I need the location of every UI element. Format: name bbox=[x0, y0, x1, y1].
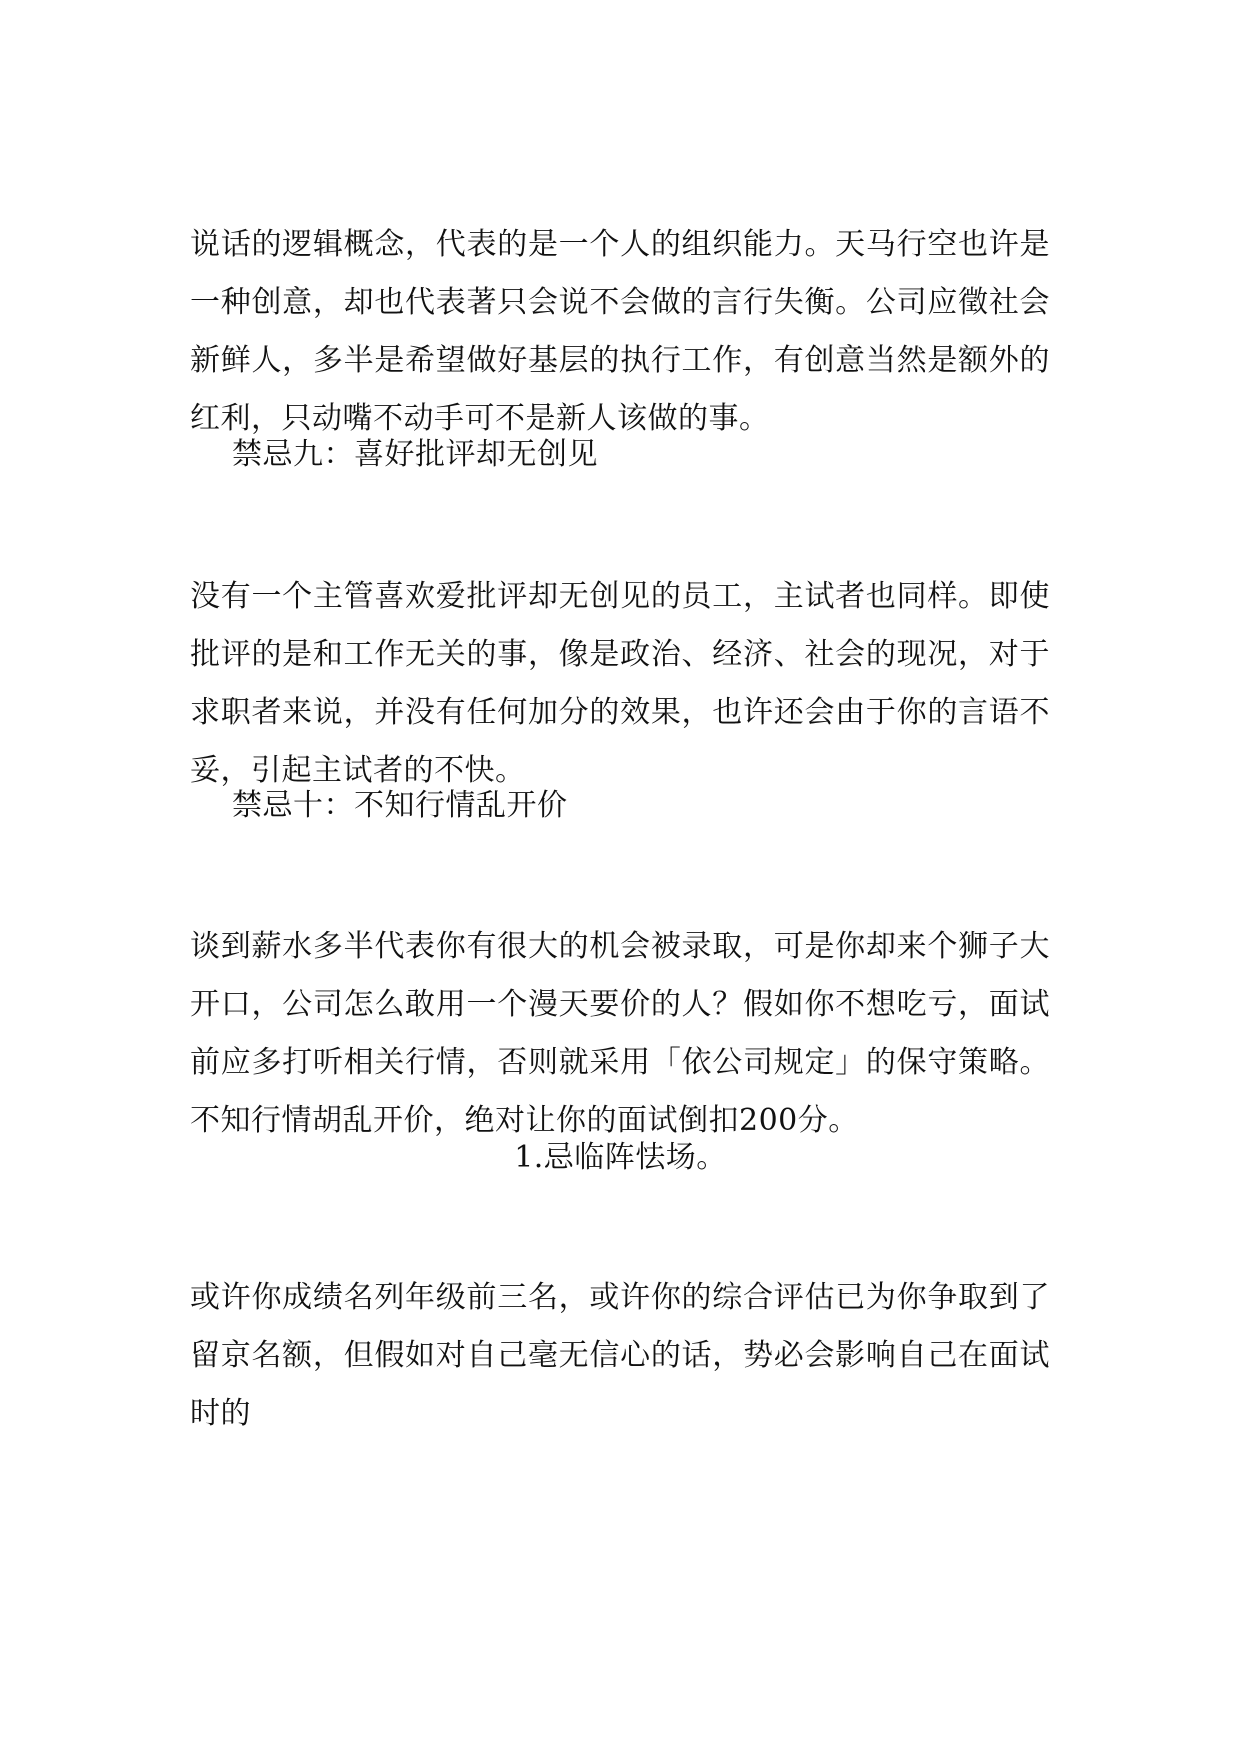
paragraph-criticism: 没有一个主管喜欢爱批评却无创见的员工，主试者也同样。即使批评的是和工作无关的事，像是政治、经济、社会的现况，对于求职者来说，并没有任何加分的效果，也许还会由于你的言语不妥，引起主试者的不快。 bbox=[190, 579, 1050, 788]
paragraph-confidence: 或许你成绩名列年级前三名，或许你的综合评估已为你争取到了留京名额，但假如对自己毫无信心的话，势必会影响自己在面试时的 bbox=[190, 1280, 1050, 1431]
heading-taboo-nine: 禁忌九：喜好批评却无创见 bbox=[232, 437, 598, 472]
heading-taboo-ten: 禁忌十：不知行情乱开价 bbox=[232, 788, 568, 823]
section-heading-stage-fright: 1.忌临阵怯场。 bbox=[514, 1140, 727, 1175]
paragraph-salary: 谈到薪水多半代表你有很大的机会被录取，可是你却来个狮子大开口，公司怎么敢用一个漫天要价的人？假如你不想吃亏，面试前应多打听相关行情，否则就采用「依公司规定」的保守策略。不知行情胡乱开价，绝对让你的面试倒扣200分。 bbox=[190, 929, 1050, 1138]
paragraph-logic-concept: 说话的逻辑概念，代表的是一个人的组织能力。天马行空也许是一种创意，却也代表著只会说不会做的言行失衡。公司应徵社会新鲜人，多半是希望做好基层的执行工作，有创意当然是额外的红利，只动嘴不动手可不是新人该做的事。 bbox=[190, 227, 1050, 436]
